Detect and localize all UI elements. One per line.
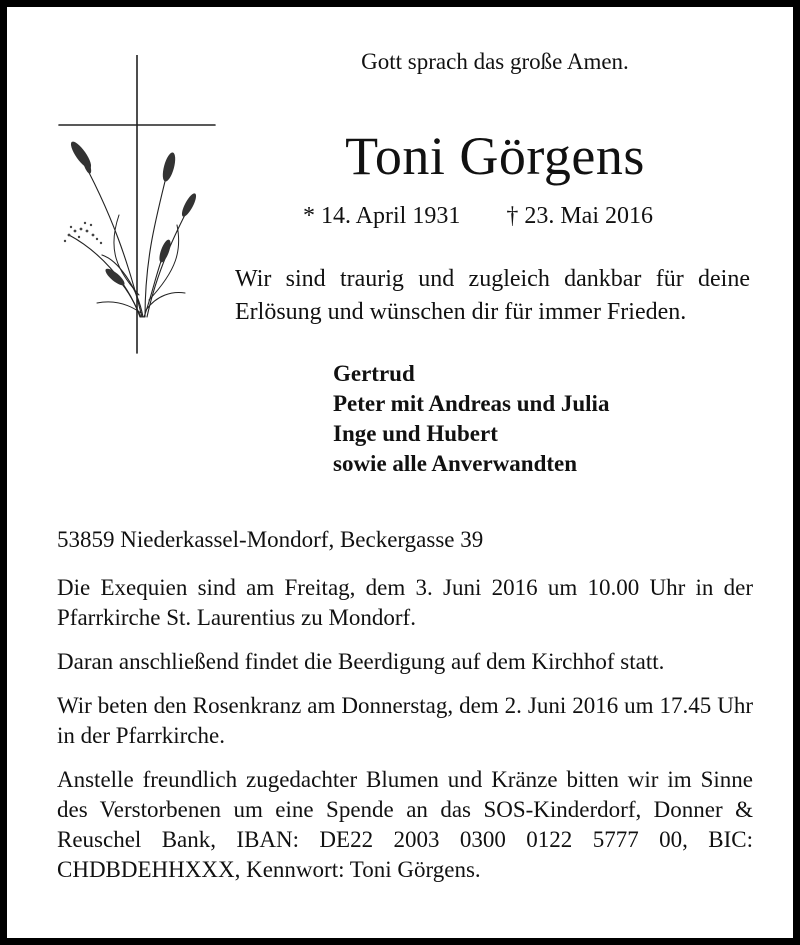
mourner: Gertrud — [333, 361, 415, 386]
mourner: sowie alle Anverwandten — [333, 451, 578, 476]
notice-body — [57, 525, 753, 899]
birth-date: * 14. April 1931 — [303, 203, 461, 229]
address-line: 53859 Niederkassel-Mondorf, Beckergasse 39 — [57, 527, 484, 552]
quote-line: Gott sprach das große Amen. — [361, 49, 629, 74]
mourners-list — [333, 359, 609, 479]
intro-text: Wir sind traurig und zugleich dankbar für deine Erlösung und wünschen dir für immer Frieden. — [235, 266, 750, 325]
donation-paragraph: Anstelle freundlich zugedachter Blumen und Kränze bitten wir im Sinne des Verstorbenen um eine Spende an das SOS-Kinderdorf, Donner & Reuschel Bank, IBAN: DE22 2003 0300 0122 5777 00, BIC: CHDBDEHHXXX, Kennwort: Toni Görgens. — [57, 767, 753, 882]
death-date: † 23. Mai 2016 — [506, 203, 654, 229]
mourner: Peter mit Andreas und Julia — [333, 391, 610, 416]
rosary-paragraph: Wir beten den Rosenkranz am Donnerstag, dem 2. Juni 2016 um 17.45 Uhr in der Pfarrkirche. — [57, 693, 753, 748]
deceased-name: Toni Görgens — [345, 126, 645, 186]
burial-paragraph: Daran anschließend findet die Beerdigung auf dem Kirchhof statt. — [57, 649, 665, 674]
life-dates — [303, 203, 653, 230]
cross-with-wheat-icon — [57, 55, 222, 355]
mourner: Inge und Hubert — [333, 421, 498, 446]
service-paragraph: Die Exequien sind am Freitag, dem 3. Juni 2016 um 10.00 Uhr in der Pfarrkirche St. Laurentius zu Mondorf. — [57, 575, 753, 630]
